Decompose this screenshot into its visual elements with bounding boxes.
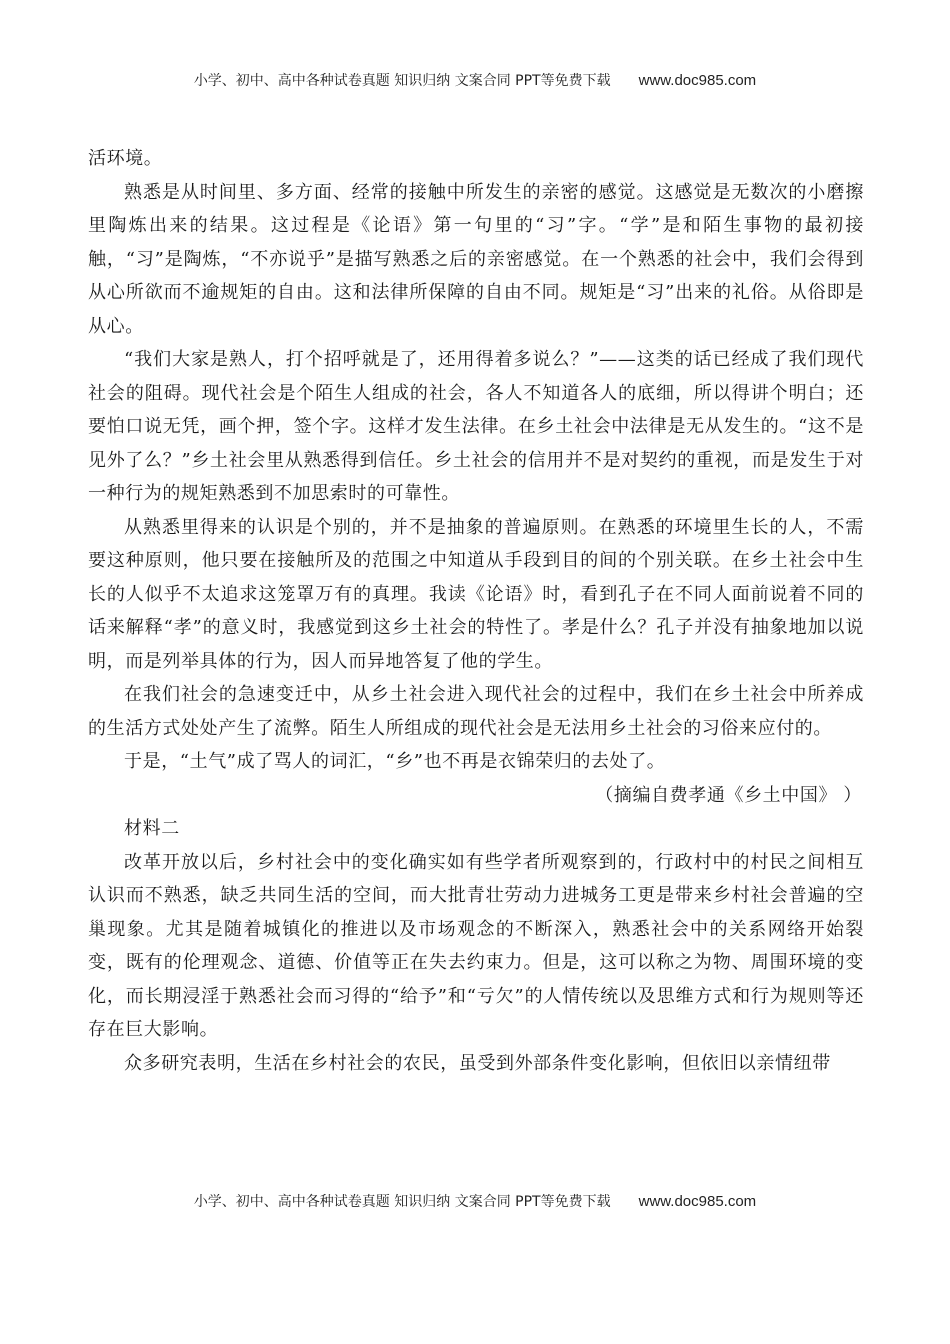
header-text: 小学、初中、高中各种试卷真题 知识归纳 文案合同 PPT等免费下载 — [193, 73, 611, 89]
paragraph-reform: 改革开放以后，乡村社会中的变化确实如有些学者所观察到的，行政村中的村民之间相互认识而不熟悉，缺乏共同生活的空间，而大批青壮劳动力进城务工更是带来乡村社会普遍的空巢现象。尤其是随着城镇化的推进以及市场观念的不断深入，熟悉社会中的关系网络开始裂变，既有的伦理观念、道德、价值等正在失去约束力。但是，这可以称之为物、周围环境的变化，而长期浸淫于熟悉社会而习得的“给予”和“亏欠”的人情传统以及思维方式和行为规则等还存在巨大影响。 — [88, 851, 864, 1040]
paragraph-knowledge: 从熟悉里得来的认识是个别的，并不是抽象的普遍原则。在熟悉的环境里生长的人，不需要这种原则，他只要在接触所及的范围之中知道从手段到目的间的个别关联。在乡土社会中生长的人似乎不太追求这笼罩万有的真理。我读《论语》时，看到孔子在不同人面前说着不同的话来解释“孝”的意义时，我感觉到这乡土社会的特性了。孝是什么？孔子并没有抽象地加以说明，而是列举具体的行为，因人而异地答复了他的学生。 — [88, 516, 864, 672]
header-site-link[interactable]: www.doc985.com — [638, 72, 757, 89]
paragraph-continuation: 活环境。 — [88, 148, 163, 169]
paragraph-familiarity: 熟悉是从时间里、多方面、经常的接触中所发生的亲密的感觉。这感觉是无数次的小磨擦里陶炼出来的结果。这过程是《论语》第一句里的“习”字。“学”是和陌生事物的最初接触，“习”是陶炼，“不亦说乎”是描写熟悉之后的亲密感觉。在一个熟悉的社会中，我们会得到从心所欲而不逾规矩的自由。这和法律所保障的自由不同。规矩是“习”出来的礼俗。从俗即是从心。 — [88, 181, 864, 337]
paragraph-transition: 在我们社会的急速变迁中，从乡土社会进入现代社会的过程中，我们在乡土社会中所养成的生活方式处处产生了流弊。陌生人所组成的现代社会是无法用乡土社会的习俗来应付的。 — [88, 684, 864, 739]
paragraph-research: 众多研究表明，生活在乡村社会的农民，虽受到外部条件变化影响，但依旧以亲情纽带 — [124, 1052, 831, 1074]
material-two-heading: 材料二 — [124, 818, 180, 839]
footer-text: 小学、初中、高中各种试卷真题 知识归纳 文案合同 PPT等免费下载 — [193, 1194, 611, 1210]
paragraph-acquaintance: “我们大家是熟人，打个招呼就是了，还用得着多说么？”——这类的话已经成了我们现代社会的阻碍。现代社会是个陌生人组成的社会，各人不知道各人的底细，所以得讲个明白；还要怕口说无凭，画个押，签个字。这样才发生法律。在乡土社会中法律是无从发生的。“这不是见外了么？”乡土社会里从熟悉得到信任。乡土社会的信用并不是对契约的重视，而是发生于对一种行为的规矩熟悉到不加思索时的可靠性。 — [88, 349, 864, 504]
page-footer — [0, 1191, 950, 1211]
document-body — [88, 142, 864, 1080]
source-citation: （摘编自费孝通《乡土中国》 ） — [595, 784, 862, 806]
footer-site-link[interactable]: www.doc985.com — [638, 1193, 757, 1210]
paragraph-conclusion: 于是，“土气”成了骂人的词汇，“乡”也不再是衣锦荣归的去处了。 — [124, 751, 666, 772]
page-header — [0, 70, 950, 90]
